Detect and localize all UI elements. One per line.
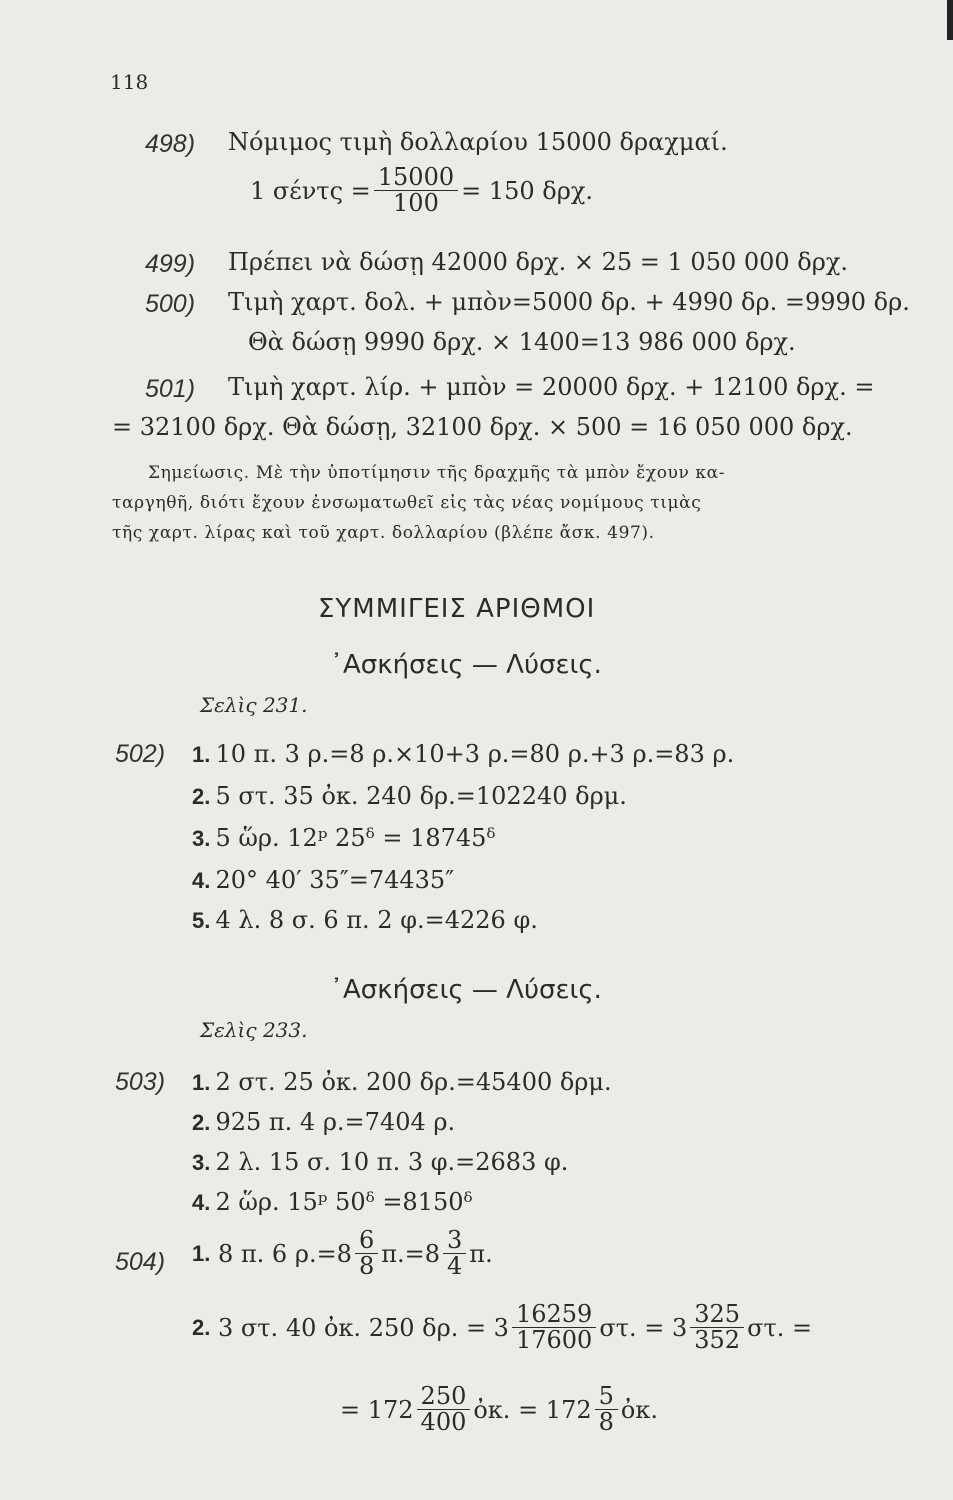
item-text: 20° 40′ 35″=74435″ bbox=[215, 866, 455, 894]
problem-504-item-1 bbox=[192, 1228, 493, 1279]
problem-502-label: 502) bbox=[115, 740, 166, 768]
item-text-c: στ. = bbox=[747, 1313, 813, 1342]
item-text: 2 ὥρ. 15ᵖ 50ᵟ =8150ᵟ bbox=[215, 1188, 473, 1216]
problem-498-label: 498) bbox=[145, 130, 196, 158]
denominator: 8 bbox=[598, 1408, 614, 1437]
item-text-a: 8 π. 6 ρ.=8 bbox=[218, 1239, 352, 1268]
item-number: 3. bbox=[192, 1150, 211, 1175]
numerator: 16259 bbox=[512, 1302, 596, 1328]
note-line3: τῆς χαρτ. λίρας καὶ τοῦ χαρτ. δολλαρίου (βλέπε ἄσκ. 497). bbox=[112, 523, 655, 543]
numerator: 3 bbox=[443, 1228, 466, 1254]
fraction bbox=[417, 1384, 471, 1435]
subsection-title-2: ᾿Ασκήσεις — Λύσεις. bbox=[330, 975, 602, 1005]
problem-503-label: 503) bbox=[115, 1068, 166, 1096]
fraction bbox=[690, 1302, 744, 1353]
problem-503-item-3 bbox=[192, 1148, 568, 1176]
problem-498-equation bbox=[250, 165, 593, 216]
numerator: 6 bbox=[355, 1228, 378, 1254]
eq-rhs: = 150 δρχ. bbox=[461, 176, 594, 205]
problem-500-label: 500) bbox=[145, 290, 196, 318]
item-text: 4 λ. 8 σ. 6 π. 2 φ.=4226 φ. bbox=[215, 906, 538, 934]
item-text-e: ὀκ. = 172 bbox=[473, 1395, 592, 1424]
problem-502-item-1 bbox=[192, 740, 734, 768]
item-text-d: = 172 bbox=[340, 1395, 414, 1424]
item-number: 5. bbox=[192, 908, 211, 933]
item-number: 1. bbox=[192, 742, 211, 767]
numerator: 250 bbox=[417, 1384, 471, 1410]
denominator: 352 bbox=[694, 1326, 741, 1355]
subsection-title-1: ᾿Ασκήσεις — Λύσεις. bbox=[330, 650, 602, 680]
note-line1 bbox=[148, 463, 725, 483]
item-text: 5 στ. 35 ὀκ. 240 δρ.=102240 δρμ. bbox=[215, 782, 627, 810]
problem-504-item-2 bbox=[192, 1302, 812, 1353]
problem-500-line2: Θὰ δώσῃ 9990 δρχ. × 1400=13 986 000 δρχ. bbox=[248, 328, 796, 356]
page-number: 118 bbox=[110, 70, 149, 94]
denominator: 17600 bbox=[515, 1326, 593, 1355]
problem-503-item-4 bbox=[192, 1188, 473, 1216]
fraction bbox=[374, 165, 458, 216]
item-text: 5 ὥρ. 12ᵖ 25ᵟ = 18745ᵟ bbox=[215, 824, 496, 852]
problem-502-item-4 bbox=[192, 866, 454, 894]
note-text1: Μὲ τὴν ὑποτίμησιν τῆς δραχμῆς τὰ μπὸν ἔχουν κα- bbox=[255, 463, 726, 483]
item-text: 925 π. 4 ρ.=7404 ρ. bbox=[215, 1108, 456, 1136]
problem-501-label: 501) bbox=[145, 375, 196, 403]
fraction bbox=[595, 1384, 618, 1435]
item-number: 3. bbox=[192, 826, 211, 851]
item-text-a: 3 στ. 40 ὀκ. 250 δρ. = 3 bbox=[218, 1313, 509, 1342]
item-text: 2 λ. 15 σ. 10 π. 3 φ.=2683 φ. bbox=[215, 1148, 569, 1176]
item-text-b: στ. = 3 bbox=[599, 1313, 688, 1342]
item-text: 10 π. 3 ρ.=8 ρ.×10+3 ρ.=80 ρ.+3 ρ.=83 ρ. bbox=[215, 740, 735, 768]
note-label: Σημείωσις. bbox=[148, 463, 250, 483]
item-number: 4. bbox=[192, 868, 211, 893]
problem-504-label: 504) bbox=[115, 1248, 166, 1276]
denominator: 8 bbox=[358, 1252, 375, 1281]
problem-501-line1: Τιμὴ χαρτ. λίρ. + μπὸν = 20000 δρχ. + 12100 δρχ. = bbox=[228, 373, 875, 401]
problem-498-text: Νόμιμος τιμὴ δολλαρίου 15000 δραχμαί. bbox=[228, 128, 728, 156]
fraction bbox=[355, 1228, 378, 1279]
numerator: 325 bbox=[690, 1302, 744, 1328]
numerator: 5 bbox=[595, 1384, 618, 1410]
item-text-c: π. bbox=[469, 1239, 493, 1268]
page-edge bbox=[947, 0, 953, 40]
item-number: 2. bbox=[192, 784, 211, 809]
problem-499-label: 499) bbox=[145, 250, 196, 278]
problem-501-line2: = 32100 δρχ. Θὰ δώσῃ, 32100 δρχ. × 500 = 16 050 000 δρχ. bbox=[112, 413, 853, 441]
denominator: 4 bbox=[447, 1252, 463, 1281]
item-text-f: ὀκ. bbox=[620, 1395, 658, 1424]
fraction bbox=[443, 1228, 466, 1279]
item-number: 2. bbox=[192, 1314, 211, 1340]
item-text-b: π.=8 bbox=[381, 1239, 441, 1268]
problem-503-item-2 bbox=[192, 1108, 455, 1136]
problem-500-line1: Τιμὴ χαρτ. δολ. + μπὸν=5000 δρ. + 4990 δρ. =9990 δρ. bbox=[228, 288, 910, 316]
subsection-page-1: Σελὶς 231. bbox=[200, 693, 308, 717]
problem-502-item-3 bbox=[192, 824, 496, 852]
item-number: 1. bbox=[192, 1240, 211, 1266]
note-line2: ταργηθῆ, διότι ἔχουν ἐνσωματωθεῖ εἰς τὰς νέας νομίμους τιμὰς bbox=[112, 493, 702, 513]
denominator: 400 bbox=[420, 1408, 467, 1437]
problem-503-item-1 bbox=[192, 1068, 612, 1096]
item-number: 2. bbox=[192, 1110, 211, 1135]
problem-502-item-2 bbox=[192, 782, 627, 810]
eq-lhs: 1 σέντς = bbox=[250, 176, 371, 205]
problem-502-item-5 bbox=[192, 906, 538, 934]
item-number: 1. bbox=[192, 1070, 211, 1095]
numerator: 15000 bbox=[374, 165, 458, 191]
denominator: 100 bbox=[393, 189, 439, 218]
item-text: 2 στ. 25 ὀκ. 200 δρ.=45400 δρμ. bbox=[215, 1068, 612, 1096]
problem-499-text: Πρέπει νὰ δώσῃ 42000 δρχ. × 25 = 1 050 000 δρχ. bbox=[228, 248, 849, 276]
subsection-page-2: Σελὶς 233. bbox=[200, 1018, 308, 1042]
fraction bbox=[512, 1302, 596, 1353]
section-title: ΣΥΜΜΙΓΕΙΣ ΑΡΙΘΜΟΙ bbox=[318, 594, 596, 624]
problem-504-item-2-cont bbox=[340, 1384, 658, 1435]
item-number: 4. bbox=[192, 1190, 211, 1215]
